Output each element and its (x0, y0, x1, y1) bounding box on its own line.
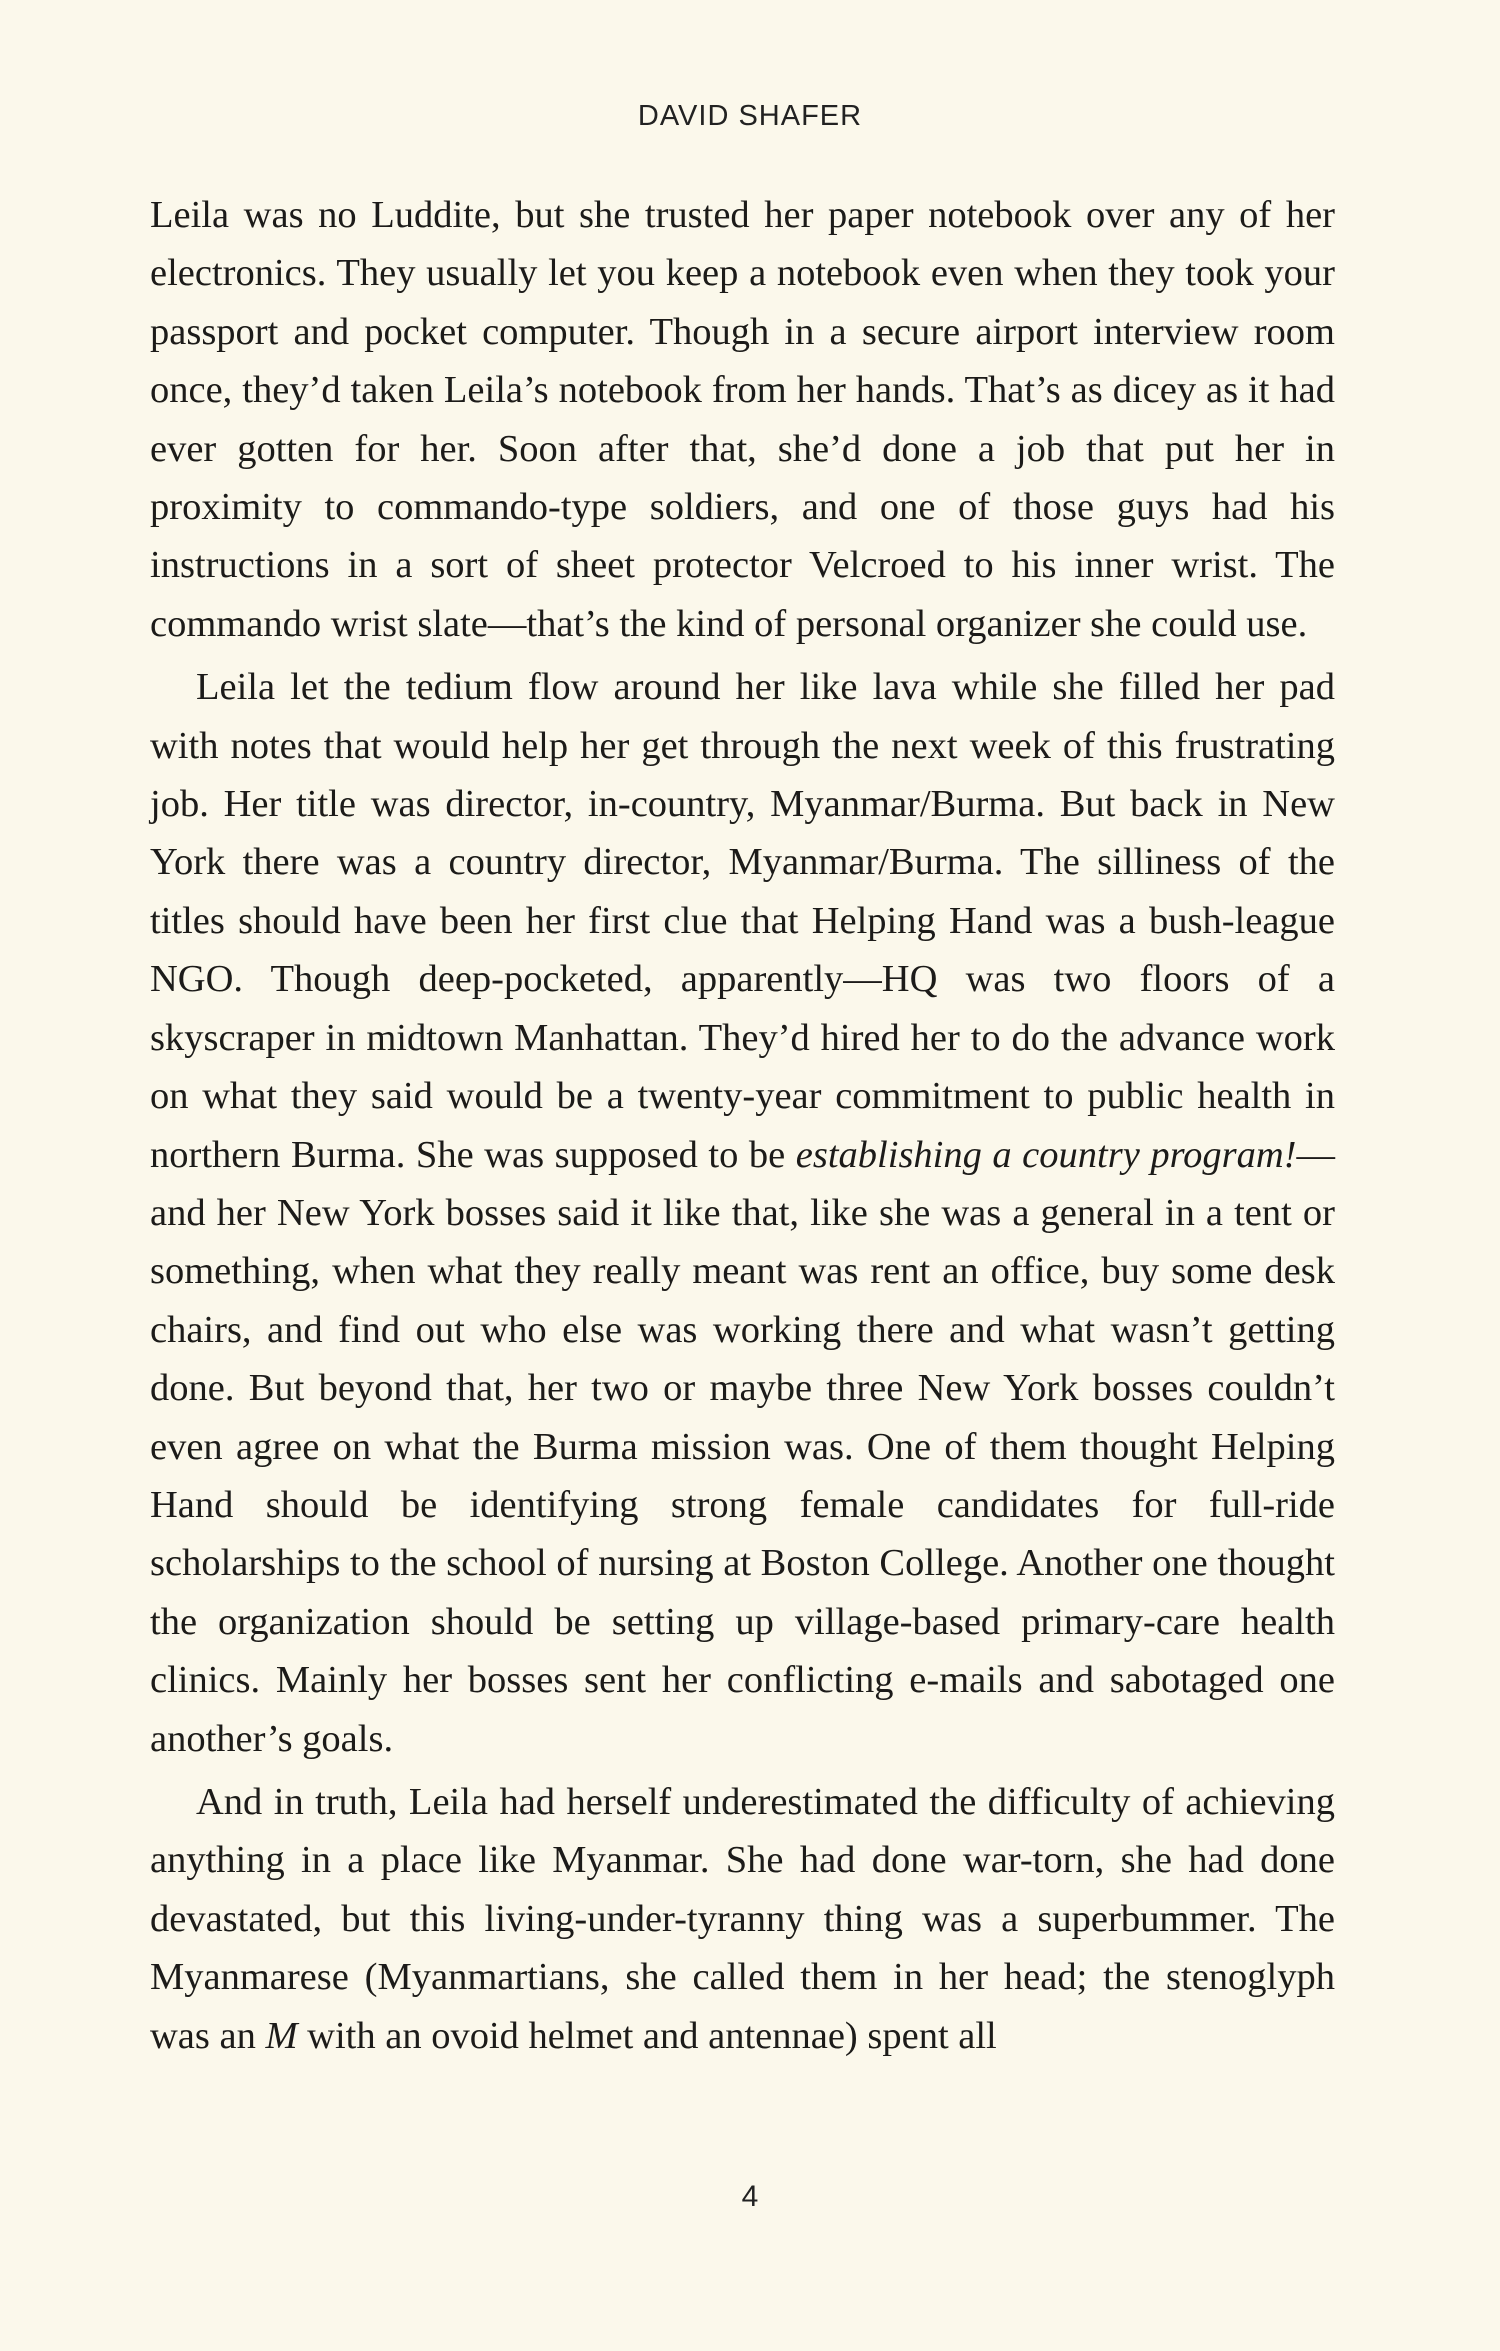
paragraph-2-text-start: Leila let the tedium flow around her like lava while she filled her pad with notes that would help her get through the next week of this frustrating job. Her title was director, in-country, Myanmar/Burma. But back in New York there was a country director, Myanmar/Burma. The silliness of the titles should have been her first clue that Helping Hand was a bush-league NGO. Though deep-pocketed, apparently—HQ was two floors of a skyscraper in midtown Manhattan. They’d hired her to do the advance work on what they said would be a twenty-year commitment to public health in northern Burma. She was supposed to be (150, 666, 1335, 1176)
paragraph-3-text-start: And in truth, Leila had herself underestimated the difficulty of achieving anything in a place like Myanmar. She had done war-torn, she had done devastated, but this living-under-tyranny thing was a superbummer. The Myanmarese (Myanmartians, she called them in her head; the stenoglyph was an (150, 1780, 1335, 2057)
paragraph-2-text-end: —and her New York bosses said it like that, like she was a general in a tent or something, when what they really meant was rent an office, buy some desk chairs, and find out who else was working there and what wasn’t getting done. But beyond that, her two or maybe three New York bosses couldn’t even agree on what the Burma mission was. One of them thought Helping Hand should be identifying strong female candidates for full-ride scholarships to the school of nursing at Boston College. Another one thought the organization should be setting up village-based primary-care health clinics. Mainly her bosses sent her conflicting e-mails and sabotaged one another’s goals. (150, 1133, 1335, 1760)
paragraph-3 (150, 1773, 1335, 2065)
paragraph-3-text-end: with an ovoid helmet and antennae) spent all (297, 2014, 997, 2057)
running-head: DAVID SHAFER (637, 100, 863, 132)
paragraph-1: Leila was no Luddite, but she trusted her paper notebook over any of her electronics. They usually let you keep a notebook even when they took your passport and pocket computer. Though in a secure airport interview room once, they’d taken Leila’s notebook from her hands. That’s as dicey as it had ever gotten for her. Soon after that, she’d done a job that put her in proximity to commando-type soldiers, and one of those guys had his instructions in a sort of sheet protector Velcroed to his inner wrist. The commando wrist slate—that’s the kind of personal organizer she could use. (150, 194, 1335, 645)
page-number: 4 (741, 2180, 759, 2213)
paragraph-3-italic: M (265, 2014, 298, 2057)
paragraph-2 (150, 658, 1335, 1768)
body-text (150, 186, 1335, 2065)
paragraph-2-italic: establishing a country program! (795, 1133, 1297, 1176)
